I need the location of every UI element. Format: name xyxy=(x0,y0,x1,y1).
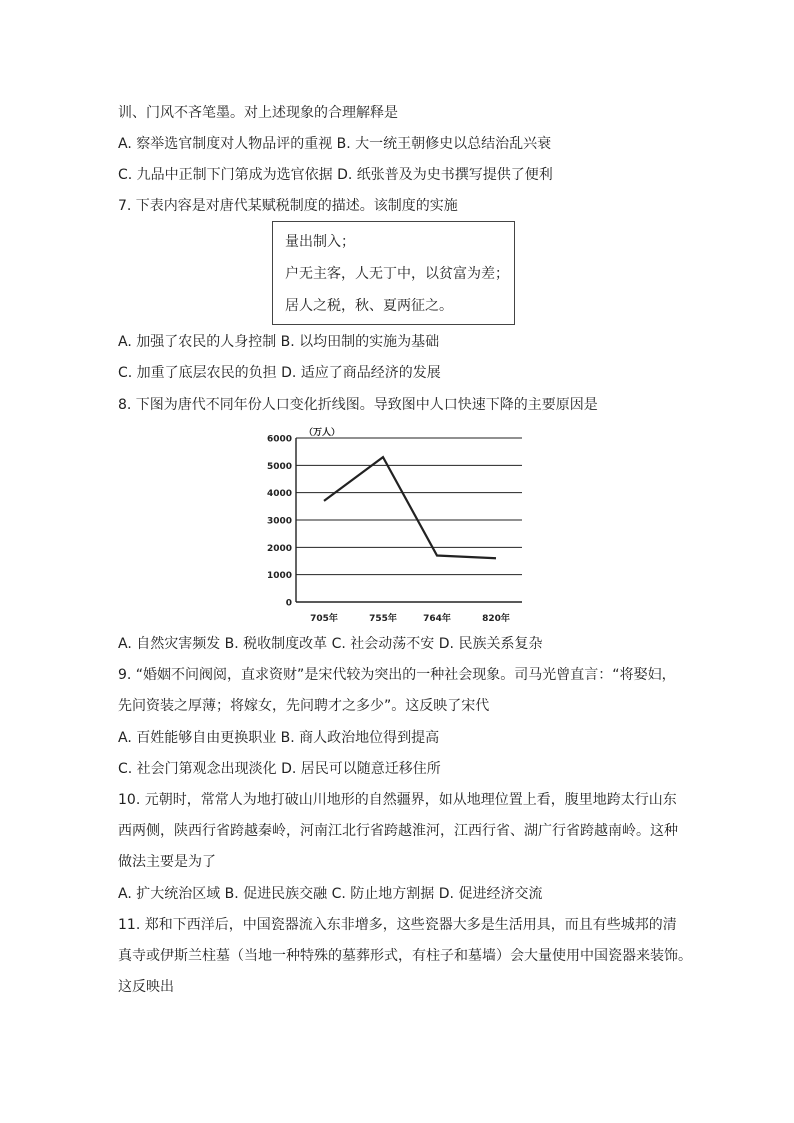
question-9-stem: 先问资装之厚薄；将嫁女，先问聘才之多少”。这反映了宋代 xyxy=(118,698,490,714)
tax-description-table xyxy=(272,221,515,325)
x-tick-label: 705年 xyxy=(310,614,338,624)
population-series-line xyxy=(324,457,496,558)
question-11-stem: 真寺或伊斯兰柱墓（当地一种特殊的墓葬形式，有柱子和墓墙）会大量使用中国瓷器来装饰。 xyxy=(118,948,692,964)
y-tick-label: 6000 xyxy=(266,434,292,445)
question-11-stem: 11. 郑和下西洋后，中国瓷器流入东非增多，这些瓷器大多是生活用具，而且有些城邦的清 xyxy=(118,917,677,933)
question-10-stem: 10. 元朝时，常常人为地打破山川地形的自然疆界，如从地理位置上看，腹里地跨太行山东 xyxy=(118,792,677,808)
option-line: A. 察举选官制度对人物品评的重视 B. 大一统王朝修史以总结治乱兴衰 xyxy=(118,136,552,152)
option-line: A. 加强了农民的人身控制 B. 以均田制的实施为基础 xyxy=(118,334,440,350)
option-line: A. 自然灾害频发 B. 税收制度改革 C. 社会动荡不安 D. 民族关系复杂 xyxy=(118,636,543,652)
question-9-stem: 9. “婚姻不问阀阅，直求资财”是宋代较为突出的一种社会现象。司马光曾直言：“将娶妇， xyxy=(118,667,676,683)
y-tick-label: 0 xyxy=(285,598,292,609)
x-tick-label: 820年 xyxy=(482,614,510,624)
population-line-chart xyxy=(262,422,532,627)
text-line: 训、门风不吝笔墨。对上述现象的合理解释是 xyxy=(118,105,398,121)
y-tick-label: 5000 xyxy=(266,461,292,472)
question-7-stem: 7. 下表内容是对唐代某赋税制度的描述。该制度的实施 xyxy=(118,198,458,214)
y-tick-label: 4000 xyxy=(266,489,292,500)
y-axis-label: （万人） xyxy=(304,428,341,438)
y-tick-label: 2000 xyxy=(266,543,292,554)
question-11-stem: 这反映出 xyxy=(118,979,174,995)
y-tick-label: 1000 xyxy=(266,571,292,582)
question-10-stem: 做法主要是为了 xyxy=(118,854,216,870)
table-row: 户无主客，人无丁中，以贫富为差； xyxy=(285,266,509,282)
table-row: 量出制入； xyxy=(285,234,355,250)
question-8-stem: 8. 下图为唐代不同年份人口变化折线图。导致图中人口快速下降的主要原因是 xyxy=(118,397,598,413)
table-row: 居人之税，秋、夏两征之。 xyxy=(285,298,453,314)
x-tick-label: 755年 xyxy=(369,614,397,624)
option-line: C. 加重了底层农民的负担 D. 适应了商品经济的发展 xyxy=(118,365,441,381)
question-10-stem: 西两侧，陕西行省跨越秦岭，河南江北行省跨越淮河，江西行省、湖广行省跨越南岭。这种 xyxy=(118,823,678,839)
y-tick-label: 3000 xyxy=(266,516,292,527)
option-line: A. 百姓能够自由更换职业 B. 商人政治地位得到提高 xyxy=(118,730,440,746)
option-line: A. 扩大统治区域 B. 促进民族交融 C. 防止地方割据 D. 促进经济交流 xyxy=(118,886,543,902)
option-line: C. 社会门第观念出现淡化 D. 居民可以随意迁移住所 xyxy=(118,761,441,777)
option-line: C. 九品中正制下门第成为选官依据 D. 纸张普及为史书撰写提供了便利 xyxy=(118,167,553,183)
x-tick-label: 764年 xyxy=(423,614,451,624)
